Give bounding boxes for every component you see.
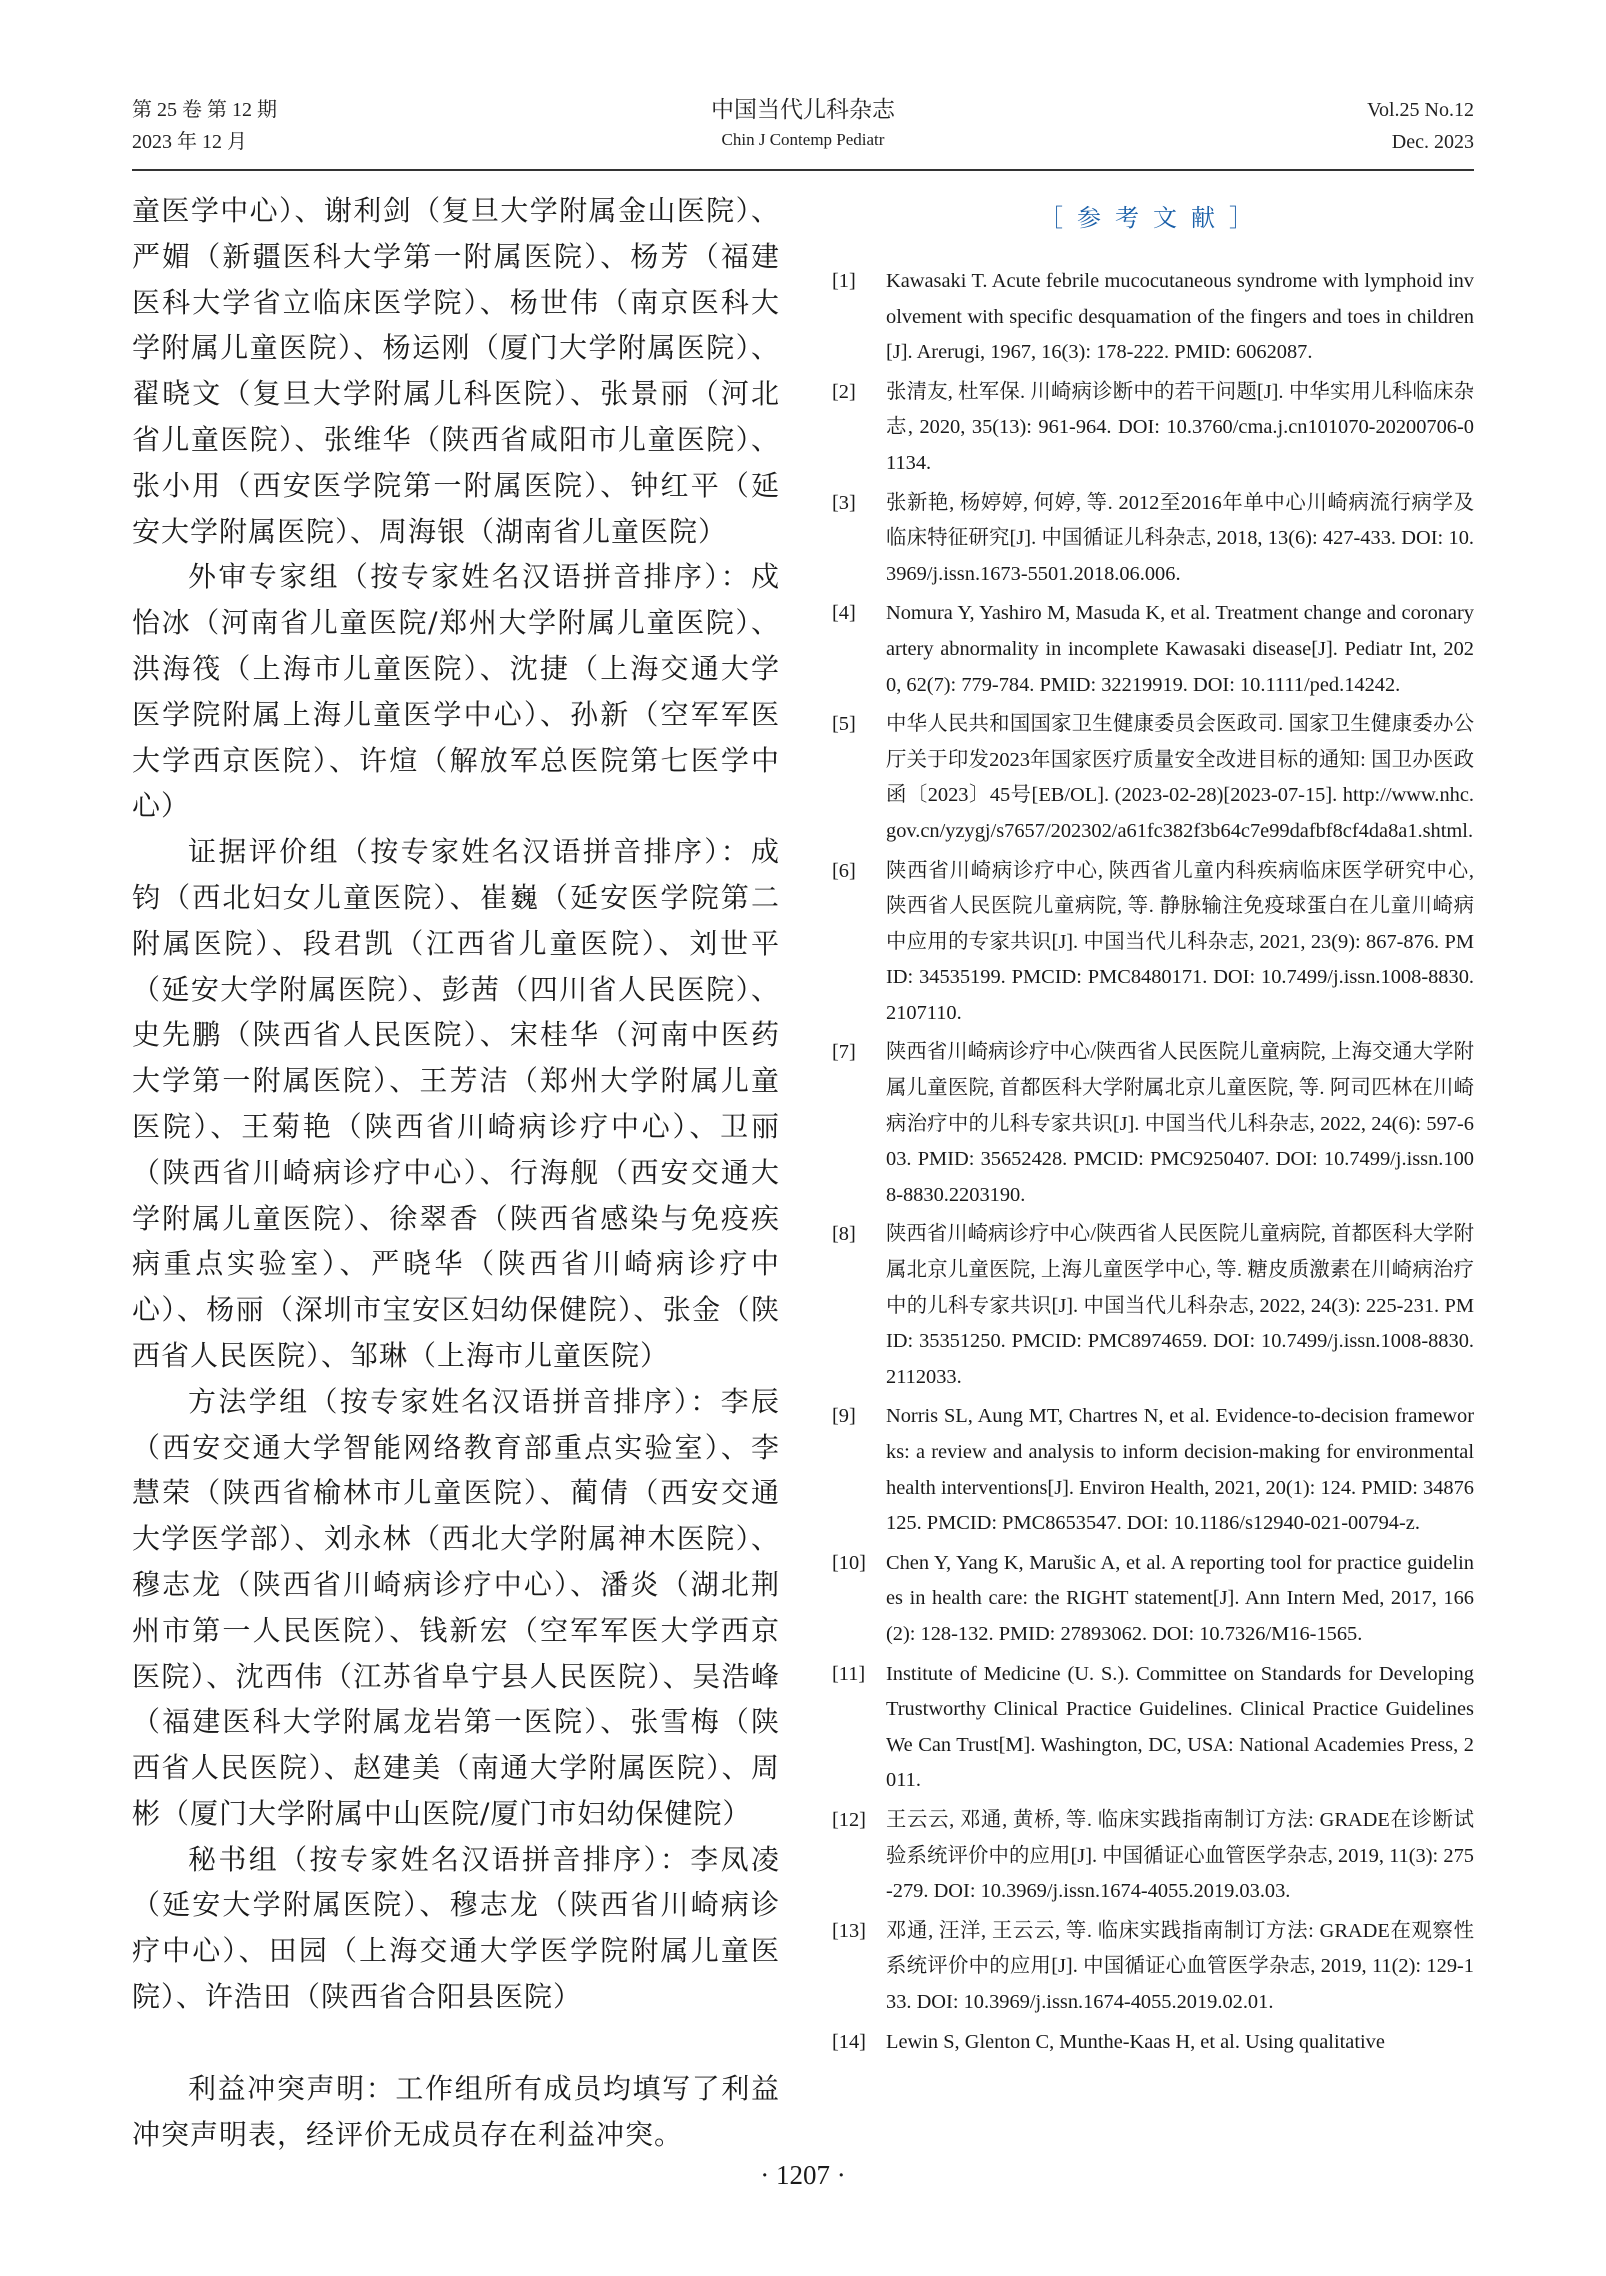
reference-number: [6] <box>832 859 856 882</box>
reference-item <box>832 1657 1474 1799</box>
running-header <box>132 94 1474 164</box>
reference-number: [12] <box>832 1808 866 1831</box>
reference-number: [8] <box>832 1223 856 1246</box>
reference-text: 张新艳, 杨婷婷, 何婷, 等. 2012至2016年单中心川崎病流行病学及临床特征研究[J]. 中国循证儿科杂志, 2018, 13(6): 427-433. DOI: 10.3969/j.issn.1673-5501.2018.06.006. <box>886 491 1474 585</box>
references-column <box>832 196 1474 2064</box>
reference-item <box>832 486 1474 593</box>
reference-item <box>832 375 1474 482</box>
header-volume-issue: 第 25 卷 第 12 期 <box>132 99 277 121</box>
header-volume-en: Vol.25 No.12 <box>1367 99 1474 121</box>
conflict-of-interest-statement: 利益冲突声明：工作组所有成员均填写了利益冲突声明表，经评价无成员存在利益冲突。 <box>132 2071 780 2151</box>
body-paragraph: 外审专家组（按专家姓名汉语拼音排序）：戍怡冰（河南省儿童医院/郑州大学附属儿童医院）、洪海筏（上海市儿童医院）、沈捷（上海交通大学医学院附属上海儿童医学中心）、孙新（空军军医大学西京医院）、许煊（解放军总医院第七医学中心） <box>132 560 780 823</box>
body-paragraph: 方法学组（按专家姓名汉语拼音排序）：李辰（西安交通大学智能网络教育部重点实验室）、李慧荣（陕西省榆林市儿童医院）、蔺倩（西安交通大学医学部）、刘永林（西北大学附属神木医院）、穆志龙（陕西省川崎病诊疗中心）、潘炎（湖北荆州市第一人民医院）、钱新宏（空军军医大学西京医院）、沈西伟（江苏省阜宁县人民医院）、吴浩峰（福建医科大学附属龙岩第一医院）、张雪梅（陕西省人民医院）、赵建美（南通大学附属医院）、周彬（厦门大学附属中山医院/厦门市妇幼保健院） <box>132 1384 780 1830</box>
header-date-en: Dec. 2023 <box>1391 131 1474 153</box>
reference-item <box>832 1546 1474 1653</box>
reference-text: Kawasaki T. Acute febrile mucocutaneous syndrome with lymphoid involvement with specific desquamation of the fingers and toes in children[J]. Arerugi, 1967, 16(3): 178-222. PMID: 6062087. <box>886 270 1474 364</box>
reference-item <box>832 1803 1474 1910</box>
reference-number: [3] <box>832 491 856 514</box>
reference-text: 中华人民共和国国家卫生健康委员会医政司. 国家卫生健康委办公厅关于印发2023年国家医疗质量安全改进目标的通知: 国卫办医政函〔2023〕45号[EB/OL]. (2023-02-28)[2023-07-15]. http://www.nhc.gov.cn/yzygj/s7657/202302/a61fc382f3b64c7e99dafbf8cf4da8a1.shtml. <box>886 713 1474 842</box>
body-paragraph: 秘书组（按专家姓名汉语拼音排序）：李凤凌（延安大学附属医院）、穆志龙（陕西省川崎病诊疗中心）、田园（上海交通大学医学院附属儿童医院）、许浩田（陕西省合阳县医院） <box>132 1842 780 2014</box>
reference-text: 王云云, 邓通, 黄桥, 等. 临床实践指南制订方法: GRADE在诊断试验系统评价中的应用[J]. 中国循证心血管医学杂志, 2019, 11(3): 275-279. DOI: 10.3969/j.issn.1674-4055.2019.03.03. <box>886 1808 1474 1903</box>
reference-number: [2] <box>832 380 856 403</box>
reference-item <box>832 1914 1474 2021</box>
reference-item <box>832 1217 1474 1395</box>
reference-text: Lewin S, Glenton C, Munthe-Kaas H, et al. Using qualitative <box>886 2030 1385 2053</box>
reference-text: Chen Y, Yang K, Marušic A, et al. A reporting tool for practice guidelines in health care: the RIGHT statement[J]. Ann Intern Med, 2017, 166(2): 128-132. PMID: 27893062. DOI: 10.7326/M16-1565. <box>886 1551 1474 1645</box>
reference-item <box>832 264 1474 371</box>
reference-item <box>832 2025 1474 2061</box>
journal-title-cn: 中国当代儿科杂志 <box>711 97 895 122</box>
reference-item <box>832 854 1474 1032</box>
header-date-cn: 2023 年 12 月 <box>132 131 247 153</box>
body-paragraph: 证据评价组（按专家姓名汉语拼音排序）：成钧（西北妇女儿童医院）、崔巍（延安医学院第二附属医院）、段君凯（江西省儿童医院）、刘世平（延安大学附属医院）、彭茜（四川省人民医院）、史先鹏（陕西省人民医院）、宋桂华（河南中医药大学第一附属医院）、王芳洁（郑州大学附属儿童医院）、王菊艳（陕西省川崎病诊疗中心）、卫丽（陕西省川崎病诊疗中心）、行海舰（西安交通大学附属儿童医院）、徐翠香（陕西省感染与免疫疾病重点实验室）、严晓华（陕西省川崎病诊疗中心）、杨丽（深圳市宝安区妇幼保健院）、张金（陕西省人民医院）、邹琳（上海市儿童医院） <box>132 835 780 1372</box>
journal-title-en: Chin J Contemp Pediatr <box>721 130 885 149</box>
reference-number: [13] <box>832 1919 866 1942</box>
reference-text: Nomura Y, Yashiro M, Masuda K, et al. Treatment change and coronary artery abnormality in incomplete Kawasaki disease[J]. Pediatr Int, 2020, 62(7): 779-784. PMID: 32219919. DOI: 10.1111/ped.14242. <box>886 602 1474 696</box>
reference-number: [1] <box>832 270 856 292</box>
reference-number: [4] <box>832 602 856 625</box>
reference-number: [11] <box>832 1662 866 1685</box>
header-rule <box>132 169 1474 171</box>
reference-number: [9] <box>832 1405 856 1428</box>
reference-text: 陕西省川崎病诊疗中心/陕西省人民医院儿童病院, 首都医科大学附属北京儿童医院, 上海儿童医学中心, 等. 糖皮质激素在川崎病治疗中的儿科专家共识[J]. 中国当代儿科杂志, 2022, 24(3): 225-231. PMID: 35351250. PMCID: PMC8974659. DOI: 10.7499/j.issn.1008-8830.2112033. <box>886 1223 1474 1388</box>
reference-text: 陕西省川崎病诊疗中心, 陕西省儿童内科疾病临床医学研究中心, 陕西省人民医院儿童病院, 等. 静脉输注免疫球蛋白在儿童川崎病中应用的专家共识[J]. 中国当代儿科杂志, 2021, 23(9): 867-876. PMID: 34535199. PMCID: PMC8480171. DOI: 10.7499/j.issn.1008-8830.2107110. <box>886 859 1474 1024</box>
reference-item <box>832 1035 1474 1213</box>
reference-number: [7] <box>832 1041 856 1064</box>
body-paragraph: 童医学中心）、谢利剑（复旦大学附属金山医院）、严媚（新疆医科大学第一附属医院）、杨芳（福建医科大学省立临床医学院）、杨世伟（南京医科大学附属儿童医院）、杨运刚（厦门大学附属医院）、翟晓文（复旦大学附属儿科医院）、张景丽（河北省儿童医院）、张维华（陕西省咸阳市儿童医院）、张小用（西安医学院第一附属医院）、钟红平（延安大学附属医院）、周海银（湖南省儿童医院） <box>132 194 780 548</box>
reference-item <box>832 1399 1474 1541</box>
reference-list <box>832 264 1474 2060</box>
reference-item <box>832 707 1474 849</box>
reference-number: [5] <box>832 713 856 736</box>
left-column <box>132 188 780 2157</box>
reference-number: [14] <box>832 2030 866 2053</box>
reference-text: Institute of Medicine (U. S.). Committee on Standards for Developing Trustworthy Clinical Practice Guidelines. Clinical Practice Guidelines We Can Trust[M]. Washington, DC, USA: National Academies Press, 2011. <box>886 1662 1474 1792</box>
header-journal-title <box>132 94 1474 154</box>
page-number: · 1207 · <box>760 2160 846 2190</box>
reference-text: 张清友, 杜军保. 川崎病诊断中的若干问题[J]. 中华实用儿科临床杂志, 2020, 35(13): 961-964. DOI: 10.3760/cma.j.cn101070-20200706-01134. <box>886 380 1474 474</box>
reference-text: 陕西省川崎病诊疗中心/陕西省人民医院儿童病院, 上海交通大学附属儿童医院, 首都医科大学附属北京儿童医院, 等. 阿司匹林在川崎病治疗中的儿科专家共识[J]. 中国当代儿科杂志, 2022, 24(6): 597-603. PMID: 35652428. PMCID: PMC9250407. DOI: 10.7499/j.issn.1008-8830.2203190. <box>886 1041 1474 1206</box>
reference-item <box>832 596 1474 703</box>
header-issue-info-en <box>1367 94 1474 158</box>
references-title: ［参考文献］ <box>1039 204 1267 232</box>
reference-number: [10] <box>832 1551 866 1574</box>
reference-text: Norris SL, Aung MT, Chartres N, et al. Evidence-to-decision frameworks: a review and analysis to inform decision-making for environmental health interventions[J]. Environ Health, 2021, 20(1): 124. PMID: 34876125. PMCID: PMC8653547. DOI: 10.1186/s12940-021-00794-z. <box>886 1405 1474 1535</box>
reference-text: 邓通, 汪洋, 王云云, 等. 临床实践指南制订方法: GRADE在观察性系统评价中的应用[J]. 中国循证心血管医学杂志, 2019, 11(2): 129-133. DOI: 10.3969/j.issn.1674-4055.2019.02.01. <box>886 1919 1474 2013</box>
